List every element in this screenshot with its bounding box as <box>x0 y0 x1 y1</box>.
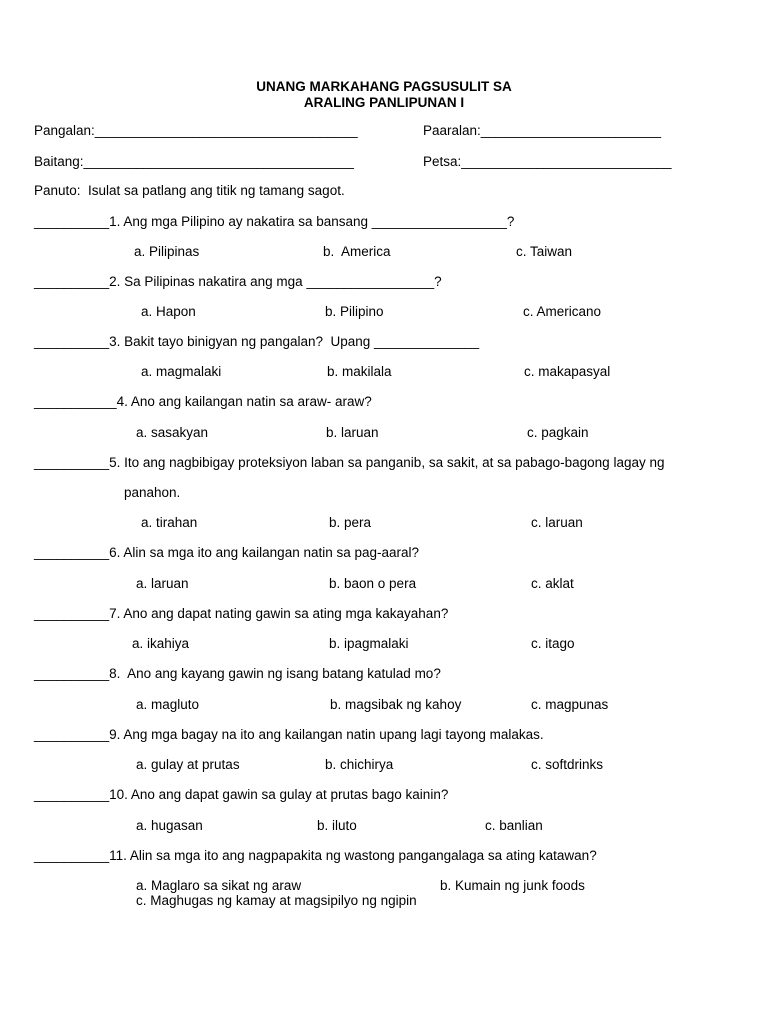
question-8: __________8. Ano ang kayang gawin ng isang batang katulad mo? <box>34 666 441 681</box>
question-2: __________2. Sa Pilipinas nakatira ang mga _________________? <box>34 274 442 289</box>
q11-choice-a: a. Maglaro sa sikat ng araw <box>136 878 302 893</box>
q3-choice-a: a. magmalaki <box>141 364 222 379</box>
q10-choice-a: a. hugasan <box>136 818 203 833</box>
q5-choice-c: c. laruan <box>531 515 583 530</box>
q8-choice-b: b. magsibak ng kahoy <box>330 697 462 712</box>
question-11: __________11. Alin sa mga ito ang nagpapakita ng wastong pangangalaga sa ating katawan? <box>34 848 597 863</box>
q6-choice-b: b. baon o pera <box>329 576 417 591</box>
q10-choice-b: b. iluto <box>317 818 357 833</box>
q1-choice-b: b. America <box>323 244 391 259</box>
question-7: __________7. Ano ang dapat nating gawin sa ating mga kakayahan? <box>34 606 449 621</box>
question-9: __________9. Ang mga bagay na ito ang kailangan natin upang lagi tayong malakas. <box>34 727 544 742</box>
instructions: Panuto: Isulat sa patlang ang titik ng tamang sagot. <box>34 183 345 198</box>
q4-choice-c: c. pagkain <box>527 425 589 440</box>
q7-choice-b: b. ipagmalaki <box>329 636 409 651</box>
q7-choice-c: c. itago <box>531 636 575 651</box>
q7-choice-a: a. ikahiya <box>132 636 190 651</box>
q1-choice-a: a. Pilipinas <box>134 244 200 259</box>
q8-choice-c: c. magpunas <box>531 697 609 712</box>
q10-choice-c: c. banlian <box>485 818 543 833</box>
question-1: __________1. Ang mga Pilipino ay nakatira sa bansang __________________? <box>34 214 515 229</box>
exam-title-line2: ARALING PANLIPUNAN I <box>303 95 465 110</box>
question-3: __________3. Bakit tayo binigyan ng pangalan? Upang ______________ <box>34 334 480 349</box>
q11-choice-c: c. Maghugas ng kamay at magsipilyo ng ngipin <box>136 893 417 908</box>
q2-choice-c: c. Americano <box>523 304 602 319</box>
q2-choice-b: b. Pilipino <box>325 304 384 319</box>
q3-choice-b: b. makilala <box>327 364 392 379</box>
question-4: ___________4. Ano ang kailangan natin sa araw- araw? <box>34 394 372 409</box>
baitang-field: Baitang:____________________________________ <box>34 154 354 169</box>
petsa-field: Petsa:____________________________ <box>423 154 672 169</box>
q9-choice-c: c. softdrinks <box>531 757 604 772</box>
q4-choice-b: b. laruan <box>326 425 379 440</box>
q9-choice-b: b. chichirya <box>325 757 394 772</box>
pangalan-field: Pangalan:___________________________________ <box>34 123 358 138</box>
q4-choice-a: a. sasakyan <box>136 425 209 440</box>
q5-choice-a: a. tirahan <box>141 515 198 530</box>
q1-choice-c: c. Taiwan <box>516 244 573 259</box>
question-10: __________10. Ano ang dapat gawin sa gulay at prutas bago kainin? <box>34 787 449 802</box>
q2-choice-a: a. Hapon <box>141 304 196 319</box>
question-6: __________6. Alin sa mga ito ang kailangan natin sa pag-aaral? <box>34 545 420 560</box>
q6-choice-a: a. laruan <box>136 576 189 591</box>
q5-choice-b: b. pera <box>329 515 372 530</box>
q8-choice-a: a. magluto <box>136 697 200 712</box>
q3-choice-c: c. makapasyal <box>524 364 611 379</box>
q9-choice-a: a. gulay at prutas <box>136 757 240 772</box>
question-5: __________5. Ito ang nagbibigay proteksiyon laban sa panganib, sa sakit, at sa pabago-bagong lagay ng <box>34 455 665 470</box>
q11-choice-b: b. Kumain ng junk foods <box>440 878 585 893</box>
exam-title-line1: UNANG MARKAHANG PAGSUSULIT SA <box>256 79 512 94</box>
paaralan-field: Paaralan:________________________ <box>423 123 661 138</box>
q6-choice-c: c. aklat <box>531 576 574 591</box>
question-5-continuation: panahon. <box>124 485 181 500</box>
